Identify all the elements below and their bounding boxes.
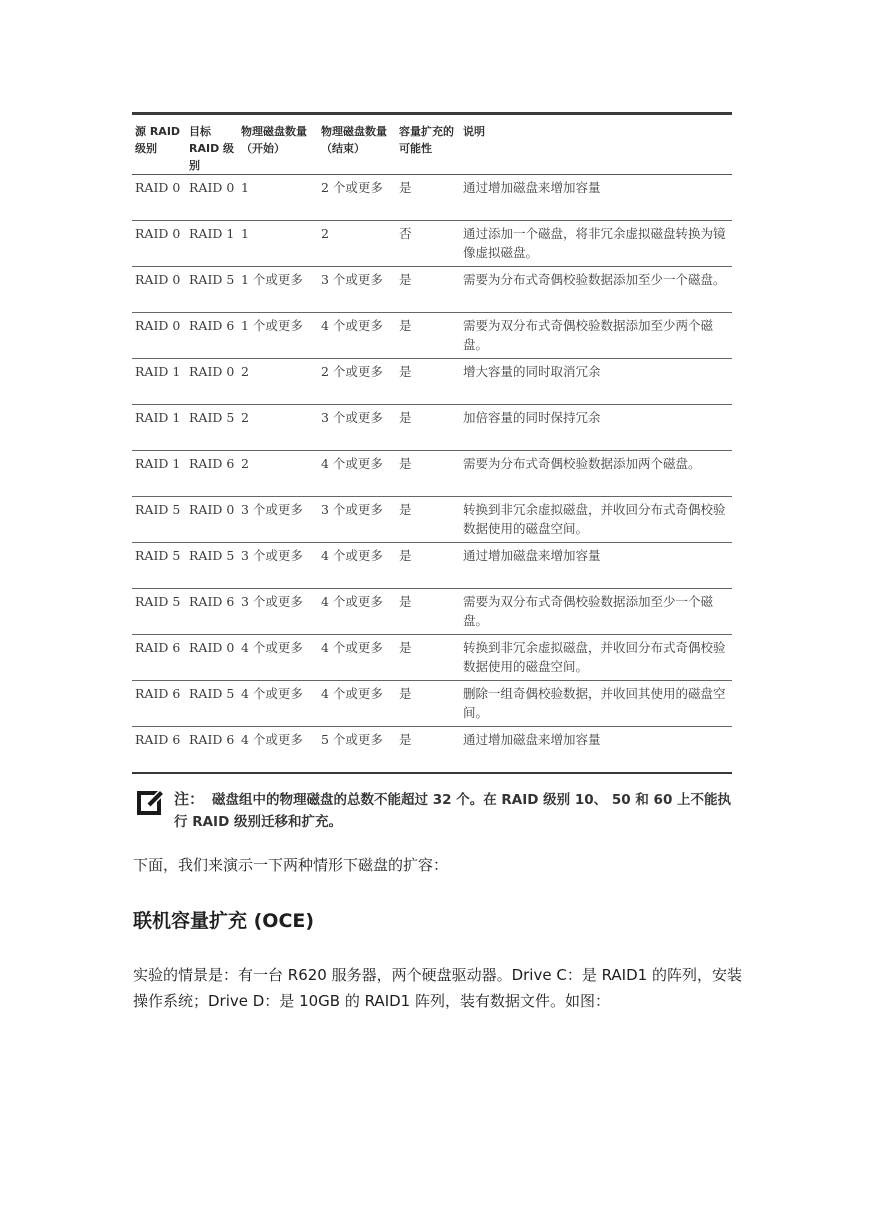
table-row — [132, 221, 732, 267]
table-row — [132, 405, 732, 451]
cell-source: RAID 5 — [132, 589, 186, 635]
cell-target: RAID 0 — [186, 175, 238, 221]
cell-disks-start: 3 个或更多 — [238, 543, 318, 589]
table-row — [132, 681, 732, 727]
pencil-note-icon — [136, 788, 166, 818]
cell-target: RAID 5 — [186, 543, 238, 589]
cell-description: 转换到非冗余虚拟磁盘，并收回分布式奇偶校验数据使用的磁盘空间。 — [460, 635, 732, 681]
cell-target: RAID 0 — [186, 635, 238, 681]
cell-description: 增大容量的同时取消冗余 — [460, 359, 732, 405]
cell-disks-end: 4 个或更多 — [318, 635, 396, 681]
cell-disks-end: 4 个或更多 — [318, 313, 396, 359]
cell-target: RAID 6 — [186, 451, 238, 497]
cell-disks-start: 1 — [238, 175, 318, 221]
table-row — [132, 175, 732, 221]
cell-target: RAID 0 — [186, 359, 238, 405]
cell-expand: 是 — [396, 175, 460, 221]
cell-expand: 是 — [396, 405, 460, 451]
cell-disks-end: 5 个或更多 — [318, 727, 396, 773]
raid-migration-table-image — [132, 112, 732, 833]
cell-target: RAID 0 — [186, 497, 238, 543]
intro-paragraph: 下面，我们来演示一下两种情形下磁盘的扩容： — [133, 856, 449, 874]
table-row — [132, 359, 732, 405]
cell-expand: 否 — [396, 221, 460, 267]
header-source-raid: 源 RAID 级别 — [132, 114, 186, 175]
cell-target: RAID 6 — [186, 727, 238, 773]
table-row — [132, 589, 732, 635]
cell-disks-start: 2 — [238, 451, 318, 497]
cell-description: 通过添加一个磁盘，将非冗余虚拟磁盘转换为镜像虚拟磁盘。 — [460, 221, 732, 267]
table-row — [132, 727, 732, 773]
cell-target: RAID 5 — [186, 267, 238, 313]
cell-source: RAID 0 — [132, 267, 186, 313]
cell-disks-end: 4 个或更多 — [318, 681, 396, 727]
header-capacity-expand: 容量扩充的可能性 — [396, 114, 460, 175]
cell-disks-start: 2 — [238, 359, 318, 405]
raid-migration-table — [132, 112, 732, 774]
cell-disks-start: 1 个或更多 — [238, 313, 318, 359]
cell-disks-end: 3 个或更多 — [318, 405, 396, 451]
cell-description: 需要为双分布式奇偶校验数据添加至少两个磁盘。 — [460, 313, 732, 359]
cell-disks-end: 3 个或更多 — [318, 497, 396, 543]
table-row — [132, 313, 732, 359]
cell-expand: 是 — [396, 451, 460, 497]
cell-disks-end: 2 个或更多 — [318, 359, 396, 405]
cell-source: RAID 1 — [132, 405, 186, 451]
cell-expand: 是 — [396, 681, 460, 727]
cell-expand: 是 — [396, 727, 460, 773]
cell-disks-end: 2 — [318, 221, 396, 267]
table-row — [132, 267, 732, 313]
cell-disks-end: 3 个或更多 — [318, 267, 396, 313]
cell-target: RAID 1 — [186, 221, 238, 267]
cell-source: RAID 0 — [132, 313, 186, 359]
table-row — [132, 543, 732, 589]
cell-source: RAID 6 — [132, 635, 186, 681]
cell-source: RAID 1 — [132, 359, 186, 405]
note-label: 注： — [174, 789, 205, 808]
cell-expand: 是 — [396, 543, 460, 589]
cell-source: RAID 6 — [132, 727, 186, 773]
cell-expand: 是 — [396, 359, 460, 405]
cell-description: 需要为分布式奇偶校验数据添加两个磁盘。 — [460, 451, 732, 497]
cell-disks-start: 2 — [238, 405, 318, 451]
cell-disks-end: 4 个或更多 — [318, 589, 396, 635]
cell-description: 删除一组奇偶校验数据，并收回其使用的磁盘空间。 — [460, 681, 732, 727]
cell-expand: 是 — [396, 313, 460, 359]
header-disks-start: 物理磁盘数量（开始） — [238, 114, 318, 175]
cell-disks-end: 4 个或更多 — [318, 451, 396, 497]
section-heading: 联机容量扩充 (OCE) — [133, 910, 315, 932]
cell-disks-start: 4 个或更多 — [238, 635, 318, 681]
cell-target: RAID 5 — [186, 405, 238, 451]
cell-expand: 是 — [396, 635, 460, 681]
cell-disks-start: 3 个或更多 — [238, 497, 318, 543]
cell-source: RAID 0 — [132, 175, 186, 221]
cell-expand: 是 — [396, 589, 460, 635]
cell-description: 通过增加磁盘来增加容量 — [460, 727, 732, 773]
cell-target: RAID 6 — [186, 589, 238, 635]
cell-description: 通过增加磁盘来增加容量 — [460, 543, 732, 589]
note-text: 磁盘组中的物理磁盘的总数不能超过 32 个。在 RAID 级别 10、 50 和 60 上不能执行 RAID 级别迁移和扩充。 — [174, 791, 732, 830]
cell-description: 转换到非冗余虚拟磁盘，并收回分布式奇偶校验数据使用的磁盘空间。 — [460, 497, 732, 543]
table-header-row — [132, 114, 732, 175]
cell-source: RAID 5 — [132, 543, 186, 589]
cell-source: RAID 0 — [132, 221, 186, 267]
cell-disks-end: 4 个或更多 — [318, 543, 396, 589]
cell-description: 需要为双分布式奇偶校验数据添加至少一个磁盘。 — [460, 589, 732, 635]
cell-description: 加倍容量的同时保持冗余 — [460, 405, 732, 451]
scenario-paragraph: 实验的情景是：有一台 R620 服务器，两个硬盘驱动器。Drive C：是 RAID1 的阵列，安装操作系统；Drive D：是 10GB 的 RAID1 阵列，装有数据文件。如图： — [133, 966, 742, 1010]
note-box — [132, 788, 732, 833]
cell-target: RAID 5 — [186, 681, 238, 727]
cell-description: 需要为分布式奇偶校验数据添加至少一个磁盘。 — [460, 267, 732, 313]
cell-expand: 是 — [396, 267, 460, 313]
cell-disks-start: 4 个或更多 — [238, 681, 318, 727]
cell-disks-start: 4 个或更多 — [238, 727, 318, 773]
cell-disks-start: 1 — [238, 221, 318, 267]
note-content — [174, 788, 732, 833]
cell-disks-end: 2 个或更多 — [318, 175, 396, 221]
header-target-raid: 目标 RAID 级别 — [186, 114, 238, 175]
table-row — [132, 635, 732, 681]
cell-disks-start: 3 个或更多 — [238, 589, 318, 635]
cell-description: 通过增加磁盘来增加容量 — [460, 175, 732, 221]
cell-expand: 是 — [396, 497, 460, 543]
cell-source: RAID 1 — [132, 451, 186, 497]
header-description: 说明 — [460, 114, 732, 175]
cell-source: RAID 5 — [132, 497, 186, 543]
cell-disks-start: 1 个或更多 — [238, 267, 318, 313]
cell-source: RAID 6 — [132, 681, 186, 727]
header-disks-end: 物理磁盘数量（结束） — [318, 114, 396, 175]
table-row — [132, 497, 732, 543]
cell-target: RAID 6 — [186, 313, 238, 359]
table-row — [132, 451, 732, 497]
